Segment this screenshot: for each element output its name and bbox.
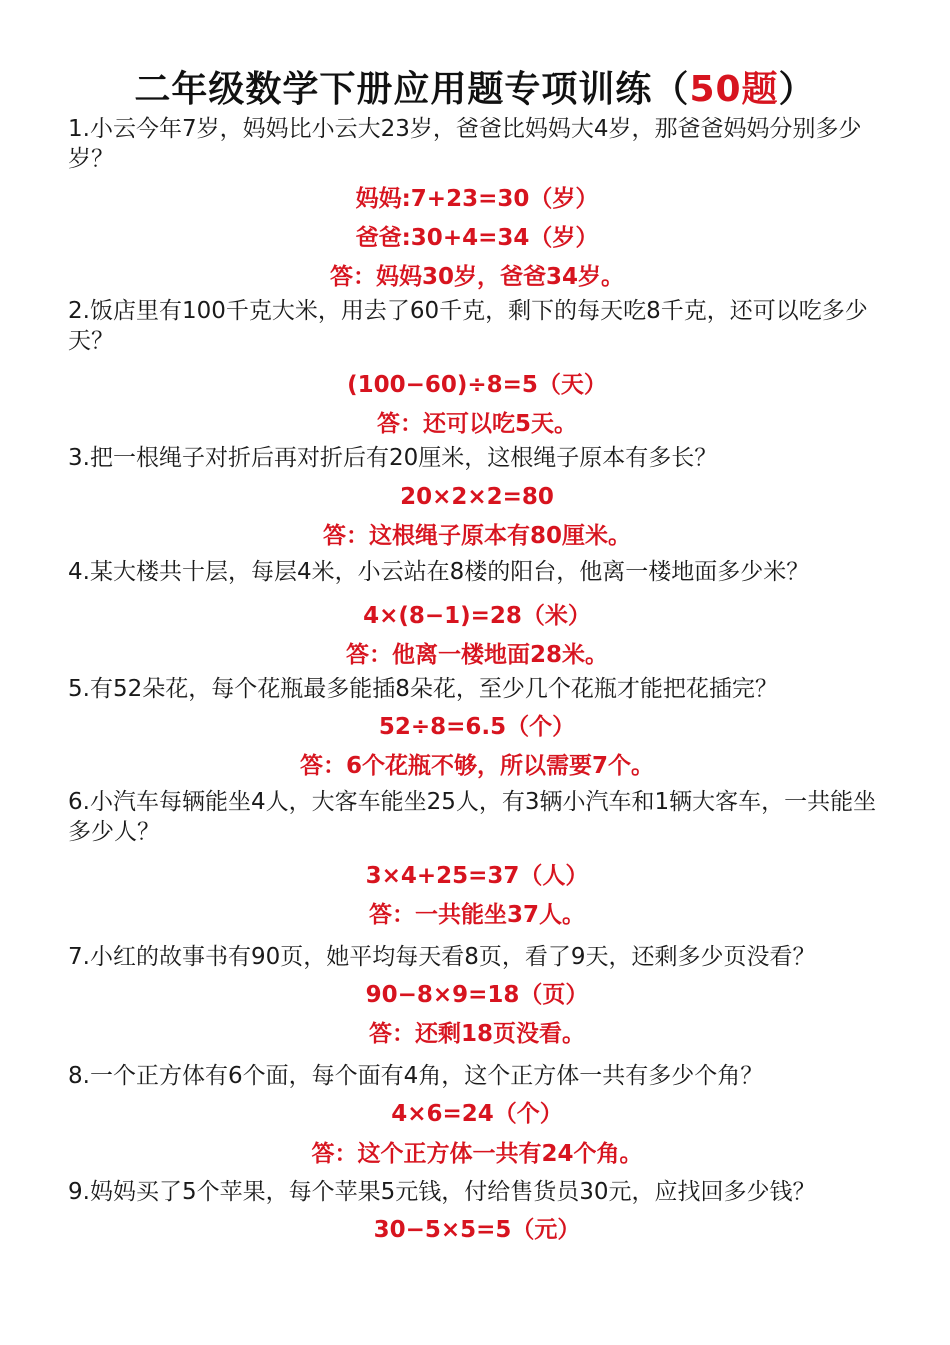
problem-question: 5.有52朵花，每个花瓶最多能插8朵花，至少几个花瓶才能把花插完？ [68,676,778,702]
problem-answer-line: 4×6=24（个） [391,1101,563,1127]
problem-answer-line: (100−60)÷8=5（天） [347,372,607,398]
problem-question: 2.饭店里有100千克大米，用去了60千克，剩下的每天吃8千克，还可以吃多少天？ [68,298,868,354]
problem-question: 6.小汽车每辆能坐4人，大客车能坐25人，有3辆小汽车和1辆大客车，一共能坐多少人？ [68,789,877,845]
problem-answer-line: 爸爸:30+4=34（岁） [355,225,599,251]
problem-answer-line: 答：他离一楼地面28米。 [345,642,608,668]
problem-block [68,674,886,781]
problem-answer-line: 90−8×9=18（页） [365,982,589,1008]
problem-answer-line: 答：还剩18页没看。 [368,1021,585,1047]
problem-answer-line: 答：6个花瓶不够，所以需要7个。 [299,753,654,779]
title-main: 二年级数学下册应用题专项训练（ [134,69,690,110]
problem-list [68,114,886,1245]
problem-answer-line: 20×2×2=80 [400,484,554,510]
problem-answer-line: 4×(8−1)=28（米） [363,603,591,629]
problem-block [68,1177,886,1245]
problem-answer-line: 30−5×5=5（元） [373,1217,581,1243]
problem-question: 3.把一根绳子对折后再对折后有20厘米，这根绳子原本有多长？ [68,445,718,471]
problem-answer-line: 答：一共能坐37人。 [368,902,585,928]
problem-block [68,557,886,670]
problem-block [68,443,886,551]
problem-question: 4.某大楼共十层，每层4米，小云站在8楼的阳台，他离一楼地面多少米？ [68,559,810,585]
problem-answer-line: 答：这根绳子原本有80厘米。 [322,523,631,549]
problem-question: 1.小云今年7岁，妈妈比小云大23岁，爸爸比妈妈大4岁，那爸爸妈妈分别多少岁？ [68,116,862,172]
problem-question: 7.小红的故事书有90页，她平均每天看8页，看了9天，还剩多少页没看？ [68,944,816,970]
page-title [0,66,950,114]
problem-block [68,114,886,292]
problem-answer-line: 妈妈:7+23=30（岁） [355,186,599,212]
problem-answer-line: 3×4+25=37（人） [365,863,589,889]
problem-block [68,787,886,930]
problem-answer-line: 答：这个正方体一共有24个角。 [311,1141,643,1167]
problem-block [68,296,886,439]
problem-answer-line: 52÷8=6.5（个） [378,714,576,740]
problem-answer-line: 答：还可以吃5天。 [376,411,577,437]
problem-block [68,1061,886,1169]
title-count: 50题 [689,69,779,110]
problem-question: 8.一个正方体有6个面，每个面有4角，这个正方体一共有多少个角？ [68,1063,764,1089]
problem-answer-line: 答：妈妈30岁，爸爸34岁。 [329,264,624,290]
title-close: ） [778,69,816,110]
problem-question: 9.妈妈买了5个苹果，每个苹果5元钱，付给售货员30元，应找回多少钱？ [68,1179,816,1205]
problem-block [68,942,886,1049]
